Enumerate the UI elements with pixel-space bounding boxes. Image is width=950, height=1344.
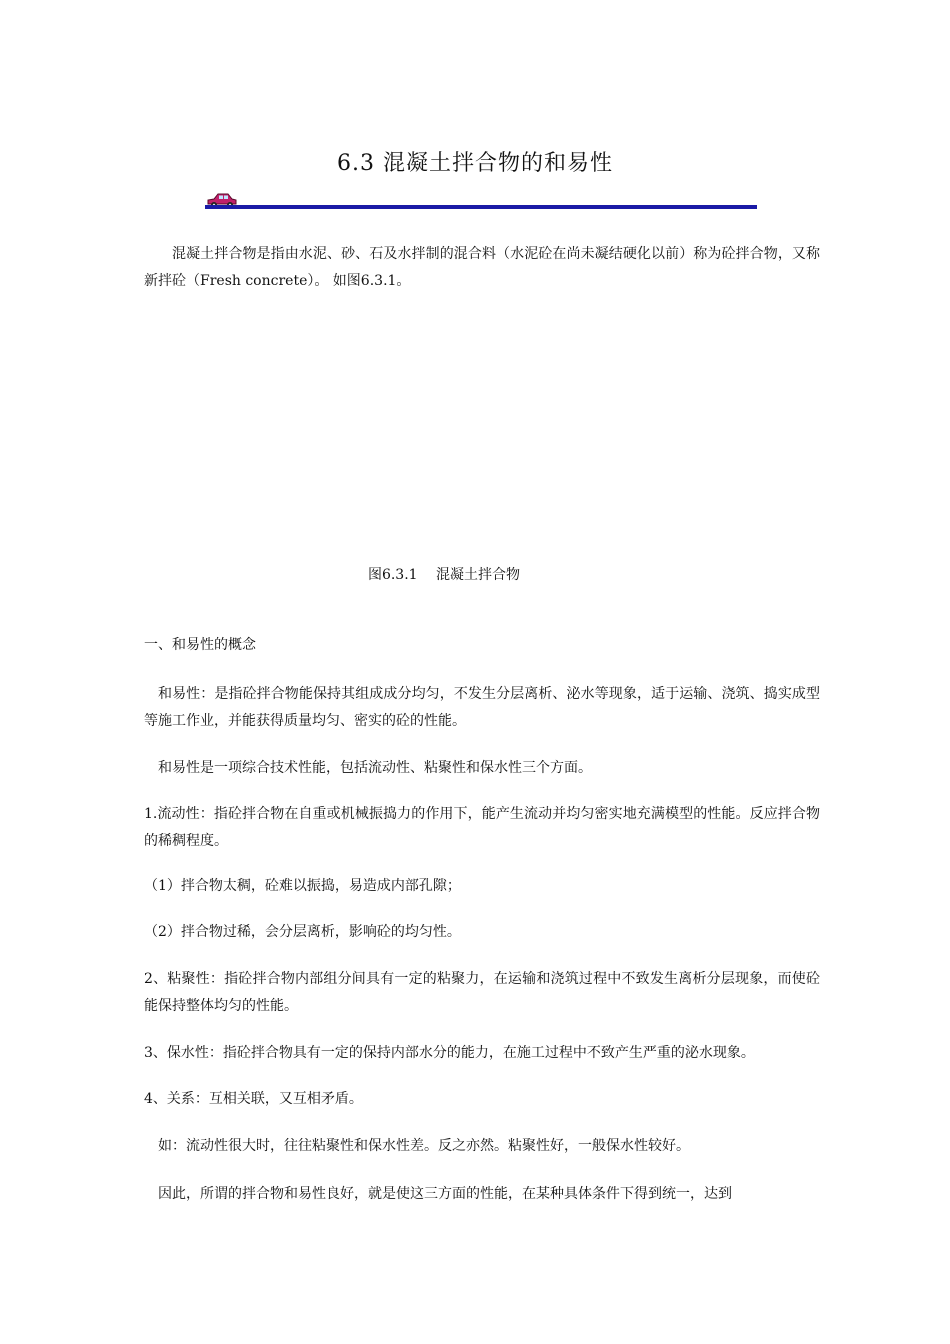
intro-paragraph: 混凝土拌合物是指由水泥、砂、石及水拌制的混合料（水泥砼在尚未凝结硬化以前）称为砼拌合物，又称新拌砼（Fresh concrete）。 如图6.3.1。: [144, 246, 820, 289]
conclusion-paragraph: 因此，所谓的拌合物和易性良好，就是使这三方面的性能，在某种具体条件下得到统一，达到: [158, 1186, 732, 1202]
fluidity-paragraph: 1.流动性：指砼拌合物在自重或机械振捣力的作用下，能产生流动并均匀密实地充满模型的性能。反应拌合物的稀稠程度。: [144, 806, 820, 849]
cohesion-paragraph: 2、粘聚性：指砼拌合物内部组分间具有一定的粘聚力，在运输和浇筑过程中不致发生离析分层现象，而使砼能保持整体均匀的性能。: [144, 971, 820, 1014]
figure-placeholder: [144, 300, 820, 550]
title-divider: [205, 190, 757, 214]
blue-rule: [205, 205, 757, 209]
figure-caption: 图6.3.1 混凝土拌合物: [367, 567, 521, 583]
relation-paragraph: 4、关系：互相关联，又互相矛盾。: [144, 1091, 363, 1107]
water-retention-paragraph: 3、保水性：指砼拌合物具有一定的保持内部水分的能力，在施工过程中不致产生严重的泌水现象。: [144, 1045, 755, 1061]
fluidity-item-2: （2）拌合物过稀，会分层离析，影响砼的均匀性。: [144, 924, 461, 940]
summary-paragraph: 和易性是一项综合技术性能，包括流动性、粘聚性和保水性三个方面。: [158, 760, 592, 776]
example-paragraph: 如：流动性很大时，往往粘聚性和保水性差。反之亦然。粘聚性好，一般保水性较好。: [158, 1138, 690, 1154]
fluidity-item-1: （1）拌合物太稠，砼难以振捣，易造成内部孔隙；: [144, 878, 461, 894]
page-title: 6.3 混凝土拌合物的和易性: [337, 151, 613, 176]
section-heading: 一、和易性的概念: [144, 637, 256, 653]
definition-paragraph: 和易性：是指砼拌合物能保持其组成成分均匀，不发生分层离析、泌水等现象，适于运输、浇筑、捣实成型等施工作业，并能获得质量均匀、密实的砼的性能。: [144, 686, 820, 729]
